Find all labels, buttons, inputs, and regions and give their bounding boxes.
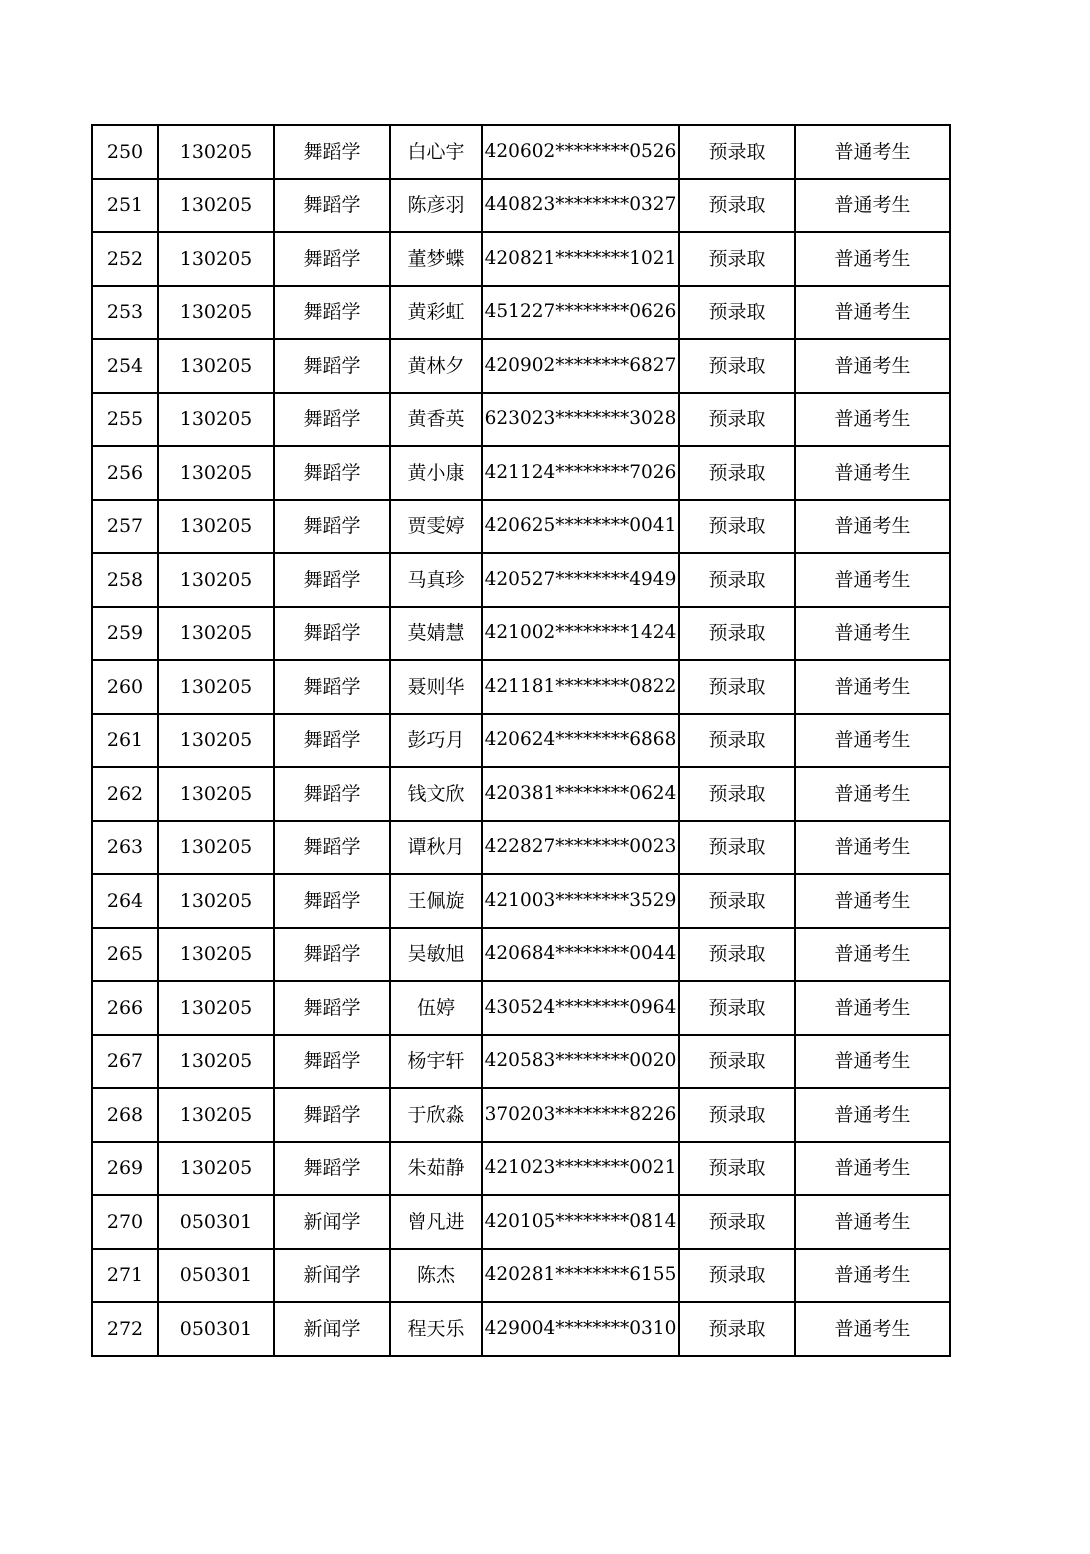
major-code-cell: 130205	[158, 1035, 274, 1089]
student-name-cell: 朱茹静	[390, 1142, 482, 1196]
table-row	[92, 874, 950, 928]
candidate-type-cell: 普通考生	[795, 607, 950, 661]
table-row	[92, 1249, 950, 1303]
admission-status-cell: 预录取	[679, 179, 795, 233]
candidate-type-cell: 普通考生	[795, 821, 950, 875]
serial-number-cell: 255	[92, 393, 158, 447]
serial-number-cell: 264	[92, 874, 158, 928]
major-code-cell: 130205	[158, 125, 274, 179]
major-code-cell: 130205	[158, 714, 274, 768]
table-row	[92, 660, 950, 714]
candidate-type-cell: 普通考生	[795, 714, 950, 768]
student-name-cell: 黄香英	[390, 393, 482, 447]
student-name-cell: 王佩旋	[390, 874, 482, 928]
student-name-cell: 钱文欣	[390, 767, 482, 821]
table-row	[92, 500, 950, 554]
admission-status-cell: 预录取	[679, 714, 795, 768]
student-name-cell: 陈杰	[390, 1249, 482, 1303]
id-number-cell: 421181********0822	[482, 660, 679, 714]
major-code-cell: 130205	[158, 393, 274, 447]
major-code-cell: 130205	[158, 1142, 274, 1196]
serial-number-cell: 253	[92, 286, 158, 340]
major-code-cell: 130205	[158, 660, 274, 714]
major-code-cell: 130205	[158, 232, 274, 286]
table-row	[92, 767, 950, 821]
serial-number-cell: 265	[92, 928, 158, 982]
table-row	[92, 125, 950, 179]
major-code-cell: 130205	[158, 179, 274, 233]
id-number-cell: 420381********0624	[482, 767, 679, 821]
admission-status-cell: 预录取	[679, 125, 795, 179]
serial-number-cell: 258	[92, 553, 158, 607]
admission-status-cell: 预录取	[679, 446, 795, 500]
major-code-cell: 130205	[158, 928, 274, 982]
student-name-cell: 白心宇	[390, 125, 482, 179]
major-code-cell: 130205	[158, 981, 274, 1035]
id-number-cell: 370203********8226	[482, 1088, 679, 1142]
table-row	[92, 821, 950, 875]
id-number-cell: 420527********4949	[482, 553, 679, 607]
table-row	[92, 339, 950, 393]
admission-status-cell: 预录取	[679, 767, 795, 821]
serial-number-cell: 262	[92, 767, 158, 821]
id-number-cell: 420105********0814	[482, 1195, 679, 1249]
admission-status-cell: 预录取	[679, 232, 795, 286]
id-number-cell: 430524********0964	[482, 981, 679, 1035]
candidate-type-cell: 普通考生	[795, 339, 950, 393]
student-name-cell: 陈彦羽	[390, 179, 482, 233]
serial-number-cell: 250	[92, 125, 158, 179]
major-code-cell: 130205	[158, 500, 274, 554]
candidate-type-cell: 普通考生	[795, 232, 950, 286]
major-name-cell: 舞蹈学	[274, 339, 390, 393]
major-code-cell: 130205	[158, 1088, 274, 1142]
id-number-cell: 420625********0041	[482, 500, 679, 554]
admission-status-cell: 预录取	[679, 1195, 795, 1249]
major-name-cell: 舞蹈学	[274, 981, 390, 1035]
serial-number-cell: 259	[92, 607, 158, 661]
student-name-cell: 董梦蝶	[390, 232, 482, 286]
major-name-cell: 舞蹈学	[274, 446, 390, 500]
id-number-cell: 420602********0526	[482, 125, 679, 179]
admission-status-cell: 预录取	[679, 821, 795, 875]
major-name-cell: 舞蹈学	[274, 660, 390, 714]
admission-status-cell: 预录取	[679, 1302, 795, 1356]
candidate-type-cell: 普通考生	[795, 1088, 950, 1142]
id-number-cell: 420684********0044	[482, 928, 679, 982]
major-code-cell: 130205	[158, 286, 274, 340]
admission-status-cell: 预录取	[679, 607, 795, 661]
id-number-cell: 420624********6868	[482, 714, 679, 768]
serial-number-cell: 266	[92, 981, 158, 1035]
candidate-type-cell: 普通考生	[795, 1302, 950, 1356]
admission-status-cell: 预录取	[679, 1035, 795, 1089]
table-row	[92, 1195, 950, 1249]
id-number-cell: 623023********3028	[482, 393, 679, 447]
student-name-cell: 黄彩虹	[390, 286, 482, 340]
student-name-cell: 杨宇轩	[390, 1035, 482, 1089]
major-name-cell: 舞蹈学	[274, 767, 390, 821]
major-code-cell: 130205	[158, 874, 274, 928]
table-row	[92, 714, 950, 768]
serial-number-cell: 271	[92, 1249, 158, 1303]
major-name-cell: 新闻学	[274, 1302, 390, 1356]
table-row	[92, 607, 950, 661]
major-code-cell: 130205	[158, 339, 274, 393]
candidate-type-cell: 普通考生	[795, 393, 950, 447]
candidate-type-cell: 普通考生	[795, 179, 950, 233]
major-name-cell: 舞蹈学	[274, 553, 390, 607]
major-name-cell: 舞蹈学	[274, 1088, 390, 1142]
major-name-cell: 舞蹈学	[274, 125, 390, 179]
admission-status-cell: 预录取	[679, 339, 795, 393]
admission-status-cell: 预录取	[679, 1088, 795, 1142]
admission-status-cell: 预录取	[679, 874, 795, 928]
major-name-cell: 舞蹈学	[274, 821, 390, 875]
id-number-cell: 420583********0020	[482, 1035, 679, 1089]
serial-number-cell: 267	[92, 1035, 158, 1089]
major-name-cell: 舞蹈学	[274, 874, 390, 928]
candidate-type-cell: 普通考生	[795, 446, 950, 500]
major-name-cell: 舞蹈学	[274, 928, 390, 982]
table-row	[92, 286, 950, 340]
major-code-cell: 130205	[158, 767, 274, 821]
admission-status-cell: 预录取	[679, 500, 795, 554]
candidate-type-cell: 普通考生	[795, 767, 950, 821]
id-number-cell: 421002********1424	[482, 607, 679, 661]
major-name-cell: 舞蹈学	[274, 607, 390, 661]
candidate-type-cell: 普通考生	[795, 874, 950, 928]
candidate-type-cell: 普通考生	[795, 1142, 950, 1196]
major-name-cell: 舞蹈学	[274, 286, 390, 340]
serial-number-cell: 269	[92, 1142, 158, 1196]
table-row	[92, 446, 950, 500]
id-number-cell: 451227********0626	[482, 286, 679, 340]
id-number-cell: 429004********0310	[482, 1302, 679, 1356]
admission-status-cell: 预录取	[679, 393, 795, 447]
student-name-cell: 马真珍	[390, 553, 482, 607]
admission-status-cell: 预录取	[679, 286, 795, 340]
table-row	[92, 928, 950, 982]
table-row	[92, 1088, 950, 1142]
candidate-type-cell: 普通考生	[795, 286, 950, 340]
major-code-cell: 050301	[158, 1302, 274, 1356]
serial-number-cell: 263	[92, 821, 158, 875]
serial-number-cell: 251	[92, 179, 158, 233]
table-row	[92, 1035, 950, 1089]
table-row	[92, 553, 950, 607]
student-name-cell: 彭巧月	[390, 714, 482, 768]
admission-status-cell: 预录取	[679, 553, 795, 607]
candidate-type-cell: 普通考生	[795, 1035, 950, 1089]
student-name-cell: 黄林夕	[390, 339, 482, 393]
student-name-cell: 伍婷	[390, 981, 482, 1035]
student-name-cell: 曾凡进	[390, 1195, 482, 1249]
id-number-cell: 420281********6155	[482, 1249, 679, 1303]
admission-status-cell: 预录取	[679, 1142, 795, 1196]
serial-number-cell: 261	[92, 714, 158, 768]
candidate-type-cell: 普通考生	[795, 553, 950, 607]
candidate-type-cell: 普通考生	[795, 125, 950, 179]
student-name-cell: 程天乐	[390, 1302, 482, 1356]
table-row	[92, 232, 950, 286]
major-name-cell: 舞蹈学	[274, 179, 390, 233]
major-name-cell: 新闻学	[274, 1195, 390, 1249]
student-name-cell: 于欣淼	[390, 1088, 482, 1142]
serial-number-cell: 252	[92, 232, 158, 286]
table-row	[92, 1302, 950, 1356]
serial-number-cell: 260	[92, 660, 158, 714]
major-code-cell: 130205	[158, 446, 274, 500]
candidate-type-cell: 普通考生	[795, 660, 950, 714]
major-name-cell: 舞蹈学	[274, 1035, 390, 1089]
major-name-cell: 舞蹈学	[274, 232, 390, 286]
table-row	[92, 179, 950, 233]
student-name-cell: 聂则华	[390, 660, 482, 714]
id-number-cell: 421124********7026	[482, 446, 679, 500]
student-name-cell: 吴敏旭	[390, 928, 482, 982]
admission-status-cell: 预录取	[679, 981, 795, 1035]
serial-number-cell: 272	[92, 1302, 158, 1356]
id-number-cell: 421003********3529	[482, 874, 679, 928]
table-row	[92, 981, 950, 1035]
admission-status-cell: 预录取	[679, 928, 795, 982]
admission-status-cell: 预录取	[679, 1249, 795, 1303]
serial-number-cell: 257	[92, 500, 158, 554]
id-number-cell: 440823********0327	[482, 179, 679, 233]
id-number-cell: 420821********1021	[482, 232, 679, 286]
id-number-cell: 422827********0023	[482, 821, 679, 875]
major-name-cell: 舞蹈学	[274, 714, 390, 768]
id-number-cell: 421023********0021	[482, 1142, 679, 1196]
major-code-cell: 050301	[158, 1195, 274, 1249]
major-name-cell: 新闻学	[274, 1249, 390, 1303]
major-name-cell: 舞蹈学	[274, 500, 390, 554]
major-code-cell: 050301	[158, 1249, 274, 1303]
candidate-type-cell: 普通考生	[795, 981, 950, 1035]
student-name-cell: 贾雯婷	[390, 500, 482, 554]
serial-number-cell: 270	[92, 1195, 158, 1249]
table-row	[92, 393, 950, 447]
serial-number-cell: 256	[92, 446, 158, 500]
table-body	[92, 125, 950, 1356]
admission-status-cell: 预录取	[679, 660, 795, 714]
student-name-cell: 莫婧慧	[390, 607, 482, 661]
table-row	[92, 1142, 950, 1196]
major-code-cell: 130205	[158, 607, 274, 661]
id-number-cell: 420902********6827	[482, 339, 679, 393]
candidate-type-cell: 普通考生	[795, 1249, 950, 1303]
admission-table	[91, 124, 951, 1357]
major-name-cell: 舞蹈学	[274, 1142, 390, 1196]
major-name-cell: 舞蹈学	[274, 393, 390, 447]
serial-number-cell: 268	[92, 1088, 158, 1142]
candidate-type-cell: 普通考生	[795, 928, 950, 982]
serial-number-cell: 254	[92, 339, 158, 393]
candidate-type-cell: 普通考生	[795, 500, 950, 554]
major-code-cell: 130205	[158, 553, 274, 607]
candidate-type-cell: 普通考生	[795, 1195, 950, 1249]
student-name-cell: 黄小康	[390, 446, 482, 500]
student-name-cell: 谭秋月	[390, 821, 482, 875]
major-code-cell: 130205	[158, 821, 274, 875]
